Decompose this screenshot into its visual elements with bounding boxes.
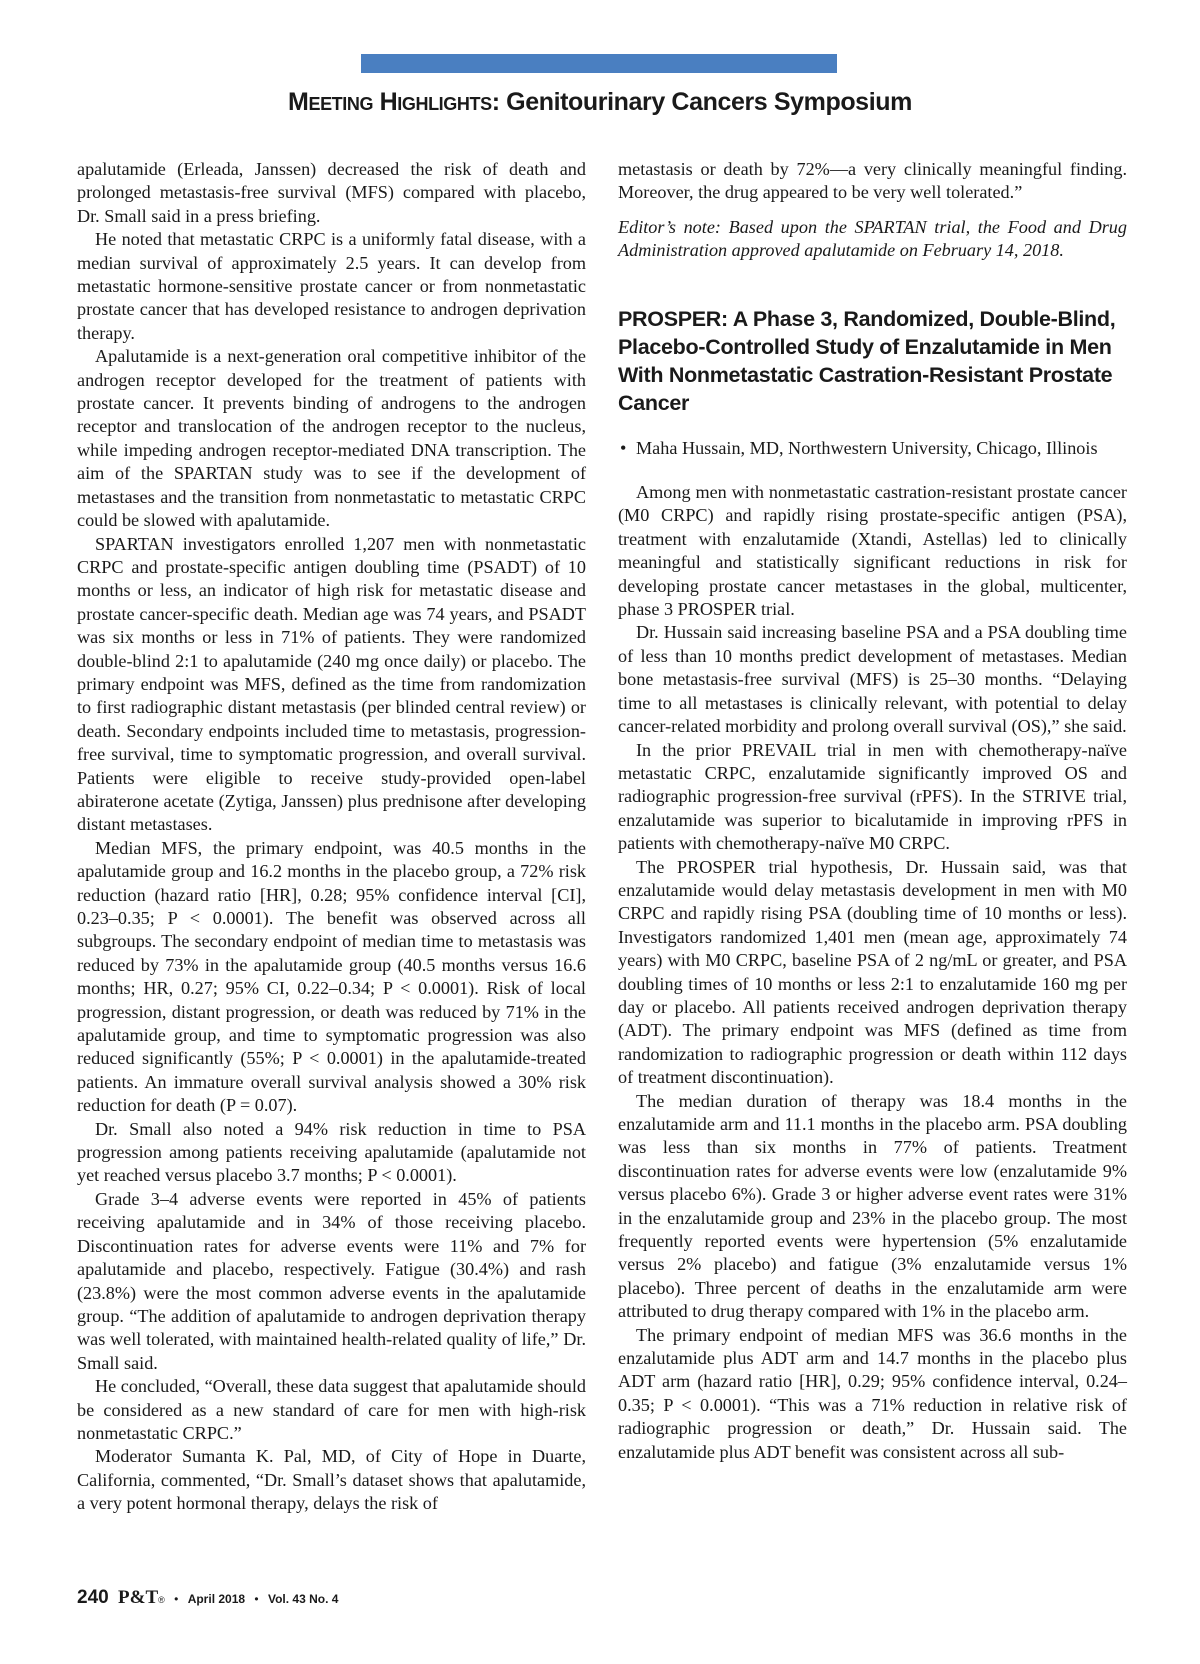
- footer-separator: •: [174, 1592, 179, 1606]
- page-number: 240: [77, 1587, 109, 1608]
- running-head-title: Meeting Highlights: [288, 88, 492, 116]
- header-accent-bar: [361, 54, 837, 73]
- article-paragraph: Median MFS, the primary endpoint, was 40.5 months in the apalutamide group and 16.2 months in the placebo group, a 72% risk reduction (hazard ratio [HR], 0.28; 95% confidence interval [CI], 0.23–0.35; P < 0.0001). The benefit was observed across all subgroups. The secondary endpoint of median time to metastasis was reduced by 73% in the apalutamide group (40.5 months versus 16.6 months; HR, 0.27; 95% CI, 0.22–0.34; P < 0.0001). Risk of local progression, distant progression, or death was reduced by 71% in the apalutamide group, and time to symptomatic progression was also reduced significantly (55%; P < 0.0001) in the apalutamide-treated patients. An immature overall survival analysis showed a 30% risk reduction for death (P = 0.07).: [77, 837, 586, 1116]
- article-paragraph: Dr. Hussain said increasing baseline PSA and a PSA doubling time of less than 10 months predict development of metastases. Median bone metastasis-free survival (MFS) is 25–30 months. “Delaying time to all metastases is clinically relevant, with potential to delay cancer-related morbidity and prolong overall survival (OS),” she said.: [618, 622, 1127, 737]
- article-paragraph: The primary endpoint of median MFS was 36.6 months in the enzalutamide plus ADT arm and 14.7 months in the placebo plus ADT arm (hazard ratio [HR], 0.29; 95% confidence interval, 0.24–0.35; P < 0.0001). “This was a 71% reduction in relative risk of radiographic progression or death,” Dr. Hussain said. The enzalutamide plus ADT benefit was consistent across all sub-: [618, 1324, 1127, 1462]
- left-column: [77, 158, 586, 1516]
- section-heading: PROSPER: A Phase 3, Randomized, Double-Blind, Placebo-Controlled Study of Enzalutamide in Men With Nonmetastatic Castration-Resistant Prostate Cancer: [618, 306, 1116, 415]
- footer-separator: •: [254, 1592, 259, 1606]
- article-paragraph: In the prior PREVAIL trial in men with chemotherapy-naïve metastatic CRPC, enzalutamide significantly improved OS and radiographic progression-free survival (rPFS). In the STRIVE trial, enzalutamide was superior to bicalutamide in improving rPFS in patients with chemotherapy-naïve M0 CRPC.: [618, 739, 1127, 854]
- presenter-bullet: [618, 437, 1127, 460]
- article-paragraph: He noted that metastatic CRPC is a uniformly fatal disease, with a median survival of approximately 2.5 years. It can develop from metastatic hormone-sensitive prostate cancer or from nonmetastatic prostate cancer that has developed resistance to androgen deprivation therapy.: [77, 229, 586, 343]
- article-paragraph: Dr. Small also noted a 94% risk reduction in time to PSA progression among patients receiving apalutamide (apalutamide not yet reached versus placebo 3.7 months; P < 0.0001).: [77, 1118, 586, 1186]
- article-paragraph: SPARTAN investigators enrolled 1,207 men with nonmetastatic CRPC and prostate-specific antigen doubling time (PSADT) of 10 months or less, an indicator of high risk for metastatic disease and prostate cancer-specific death. Median age was 74 years, and PSADT was six months or less in 71% of patients. They were randomized double-blind 2:1 to apalutamide (240 mg once daily) or placebo. The primary endpoint was MFS, defined as the time from randomization to first radiographic distant metastasis (per blinded central review) or death. Secondary endpoints included time to metastasis, progression-free survival, time to symptomatic progression, and overall survival. Patients were eligible to receive study-provided open-label abiraterone acetate (Zytiga, Janssen) plus prednisone after developing distant metastases.: [77, 533, 586, 835]
- bullet-icon: •: [620, 437, 627, 458]
- issue-volume: Vol. 43 No. 4: [267, 1592, 339, 1606]
- journal-name: P&T: [118, 1587, 159, 1608]
- article-paragraph: The PROSPER trial hypothesis, Dr. Hussain said, was that enzalutamide would delay metastasis development in men with M0 CRPC and rapidly rising PSA (doubling time of 10 months or less). Investigators randomized 1,401 men (mean age, approximately 74 years) with M0 CRPC, baseline PSA of 2 ng/mL or greater, and PSA doubling times of 10 months or less 2:1 to enzalutamide 160 mg per day or placebo. All patients received androgen deprivation therapy (ADT). The primary endpoint was MFS (defined as time from randomization to radiographic progression or death within 112 days of treatment discontinuation).: [618, 856, 1127, 1088]
- running-head: [0, 88, 1200, 117]
- editor-note: Editor’s note: Based upon the SPARTAN trial, the Food and Drug Administration approved apalutamide on February 14, 2018.: [618, 216, 1127, 261]
- article-paragraph: Moderator Sumanta K. Pal, MD, of City of Hope in Duarte, California, commented, “Dr. Small’s dataset shows that apalutamide, a very potent hormonal therapy, delays the risk of: [77, 1446, 586, 1514]
- article-paragraph: Among men with nonmetastatic castration-resistant prostate cancer (M0 CRPC) and rapidly rising prostate-specific antigen (PSA), treatment with enzalutamide (Xtandi, Astellas) led to clinically meaningful and statistically significant reductions in risk for developing prostate cancer metastases in the global, multicenter, phase 3 PROSPER trial.: [618, 482, 1127, 620]
- running-head-subtitle: : Genitourinary Cancers Symposium: [491, 88, 912, 116]
- article-paragraph: Apalutamide is a next-generation oral competitive inhibitor of the androgen receptor developed for the treatment of patients with prostate cancer. It prevents binding of androgens to the androgen receptor and translocation of the androgen receptor to the nucleus, while impeding androgen receptor-mediated DNA transcription. The aim of the SPARTAN study was to see if the development of metastases and the transition from nonmetastatic to metastatic CRPC could be slowed with apalutamide.: [77, 346, 586, 531]
- article-paragraph: apalutamide (Erleada, Janssen) decreased the risk of death and prolonged metastasis-free survival (MFS) compared with placebo, Dr. Small said in a press briefing.: [77, 159, 586, 226]
- article-paragraph: He concluded, “Overall, these data suggest that apalutamide should be considered as a new standard of care for men with high-risk nonmetastatic CRPC.”: [77, 1376, 586, 1443]
- article-paragraph: Grade 3–4 adverse events were reported in 45% of patients receiving apalutamide and in 34% of those receiving placebo. Discontinuation rates for adverse events were 11% and 7% for apalutamide and placebo, respectively. Fatigue (30.4%) and rash (23.8%) were the most common adverse events in the apalutamide group. “The addition of apalutamide to androgen deprivation therapy was well tolerated, with maintained health-related quality of life,” Dr. Small said.: [77, 1188, 586, 1373]
- article-paragraph-continued: metastasis or death by 72%—a very clinically meaningful finding. Moreover, the drug appeared to be very well tolerated.”: [618, 159, 1127, 203]
- presenter-text: Maha Hussain, MD, Northwestern University, Chicago, Illinois: [636, 437, 1098, 458]
- issue-date: April 2018: [187, 1592, 246, 1606]
- registered-mark: ®: [158, 1595, 165, 1605]
- page-footer: [77, 1587, 338, 1609]
- right-column: [618, 158, 1127, 1464]
- article-paragraph: The median duration of therapy was 18.4 months in the enzalutamide arm and 11.1 months in the placebo arm. PSA doubling was less than six months in 77% of patients. Treatment discontinuation rates for adverse events were low (enzalutamide 9% versus placebo 6%). Grade 3 or higher adverse event rates were 31% in the enzalutamide group and 23% in the placebo group. The most frequently reported events were hypertension (5% enzalutamide versus 2% placebo) and fatigue (3% enzalutamide versus 1% placebo). Three percent of deaths in the enzalutamide arm were attributed to drug therapy compared with 1% in the placebo arm.: [618, 1090, 1127, 1322]
